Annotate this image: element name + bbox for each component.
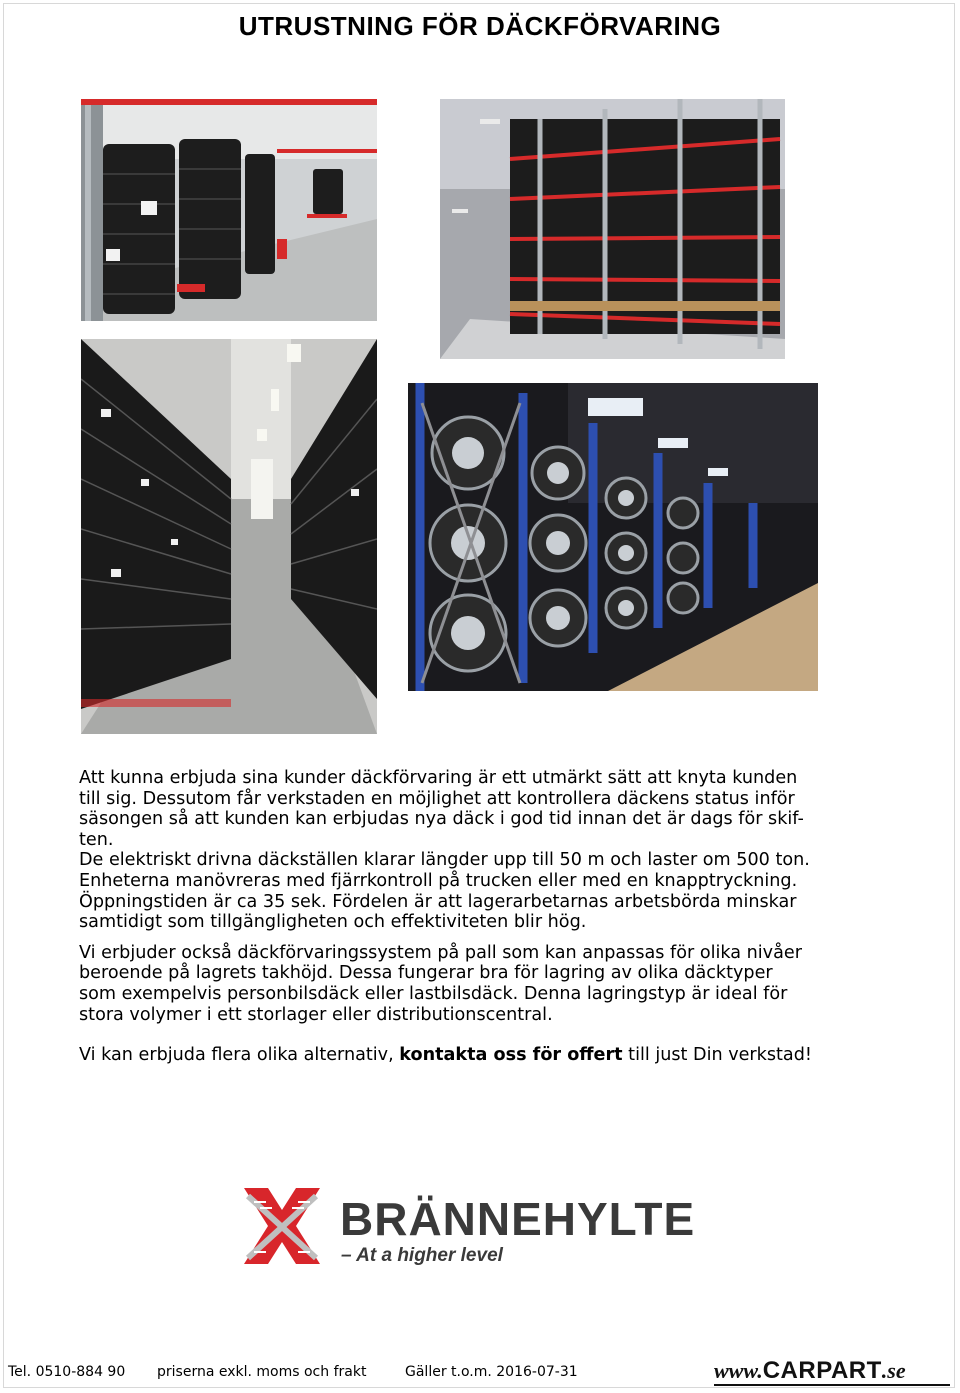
text-line: Öppningstiden är ca 35 sek. Fördelen är att lagerarbetarnas arbetsbörda minskar xyxy=(79,891,797,912)
footer-site-suffix: .se xyxy=(881,1358,906,1383)
pallet-rack-photo xyxy=(440,99,785,359)
text-line: som exempelvis personbilsdäck eller lastbilsdäck. Denna lagringstyp är ideal för xyxy=(79,983,788,1004)
logo-tagline: – At a higher level xyxy=(341,1245,503,1266)
paragraph-pallet xyxy=(79,943,899,1025)
contact-pre: Vi kan erbjuda flera olika alternativ, xyxy=(79,1045,400,1066)
paragraph-contact xyxy=(79,1045,899,1066)
text-line: samtidigt som tillgängligheten och effektiviteten blir hög. xyxy=(79,912,587,933)
contact-cta: kontakta oss för offert xyxy=(399,1045,623,1066)
footer-price-note: priserna exkl. moms och frakt xyxy=(157,1364,367,1380)
footer-phone: Tel. 0510-884 90 xyxy=(8,1364,126,1380)
text-line: Vi erbjuder också däckförvaringssystem på pall som kan anpassas för olika nivåer xyxy=(79,942,802,963)
text-line: säsongen så att kunden kan erbjudas nya däck i god tid innan det är dags för skif- xyxy=(79,809,804,830)
paragraph-electric xyxy=(79,850,899,932)
text-line: Enheterna manövreras med fjärrkontroll på trucken eller med en knapptryckning. xyxy=(79,870,798,891)
carpart-logo xyxy=(714,1357,906,1385)
text-line: stora volymer i ett storlager eller distributionscentral. xyxy=(79,1004,553,1025)
text-line: beroende på lagrets takhöjd. Dessa fungerar bra för lagring av olika däcktyper xyxy=(79,963,773,984)
text-line: ten. xyxy=(79,829,114,850)
text-line: till sig. Dessutom får verkstaden en möjlighet att kontrollera däckens status inför xyxy=(79,788,795,809)
mobile-rack-photo xyxy=(408,383,818,691)
text-line: De elektriskt drivna däckställen klarar längder upp till 50 m och laster om 500 ton. xyxy=(79,850,810,871)
body-text xyxy=(79,768,899,1066)
text-line: Att kunna erbjuda sina kunder däckförvaring är ett utmärkt sätt att knyta kunden xyxy=(79,768,798,788)
page-title: UTRUSTNING FÖR DÄCKFÖRVARING xyxy=(238,11,722,41)
brannehylte-logo-icon xyxy=(238,1182,326,1274)
footer-site-prefix: www. xyxy=(714,1358,763,1383)
paragraph-intro xyxy=(79,768,899,850)
tire-aisle-photo xyxy=(81,339,377,734)
carpart-underline xyxy=(714,1384,950,1386)
contact-post: till just Din verkstad! xyxy=(622,1045,812,1066)
tire-rack-photo xyxy=(81,99,377,321)
footer-valid-date: Gäller t.o.m. 2016-07-31 xyxy=(405,1364,578,1380)
logo-wordmark: BRÄNNEHYLTE xyxy=(340,1193,696,1245)
footer-site-brand: CARPART xyxy=(762,1357,882,1384)
